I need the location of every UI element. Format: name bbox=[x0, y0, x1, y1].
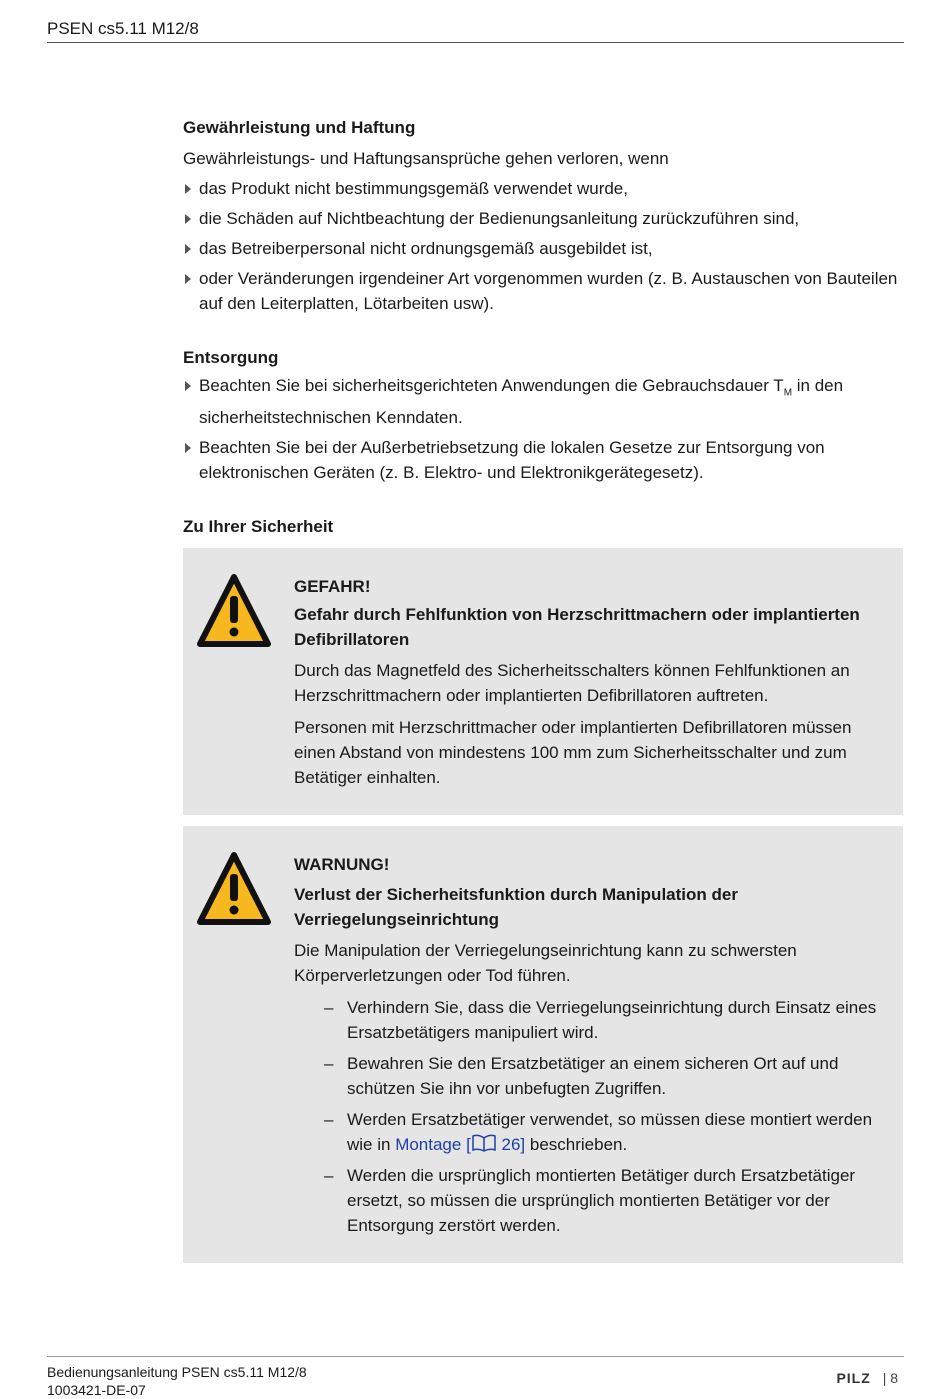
document-title: PSEN cs5.11 M12/8 bbox=[47, 19, 199, 38]
warning-triangle-icon bbox=[196, 572, 272, 650]
warning-box bbox=[183, 826, 903, 1263]
warning-triangle-icon bbox=[196, 850, 272, 928]
footer-right bbox=[836, 1369, 898, 1387]
warning-label: WARNUNG! bbox=[294, 855, 390, 875]
safety-heading: Zu Ihrer Sicherheit bbox=[183, 517, 334, 537]
danger-content bbox=[294, 574, 894, 790]
list-item bbox=[183, 373, 903, 430]
disposal-heading: Entsorgung bbox=[183, 348, 279, 367]
page-header bbox=[47, 19, 904, 43]
list-item: das Produkt nicht bestimmungsgemäß verwendet wurde, bbox=[183, 176, 903, 201]
warranty-intro: Gewährleistungs- und Haftungsansprüche gehen verloren, wenn bbox=[183, 149, 669, 168]
footer-doc-number: 1003421-DE-07 bbox=[47, 1382, 146, 1398]
pilz-logo: PILZ bbox=[836, 1370, 871, 1386]
footer-manual-title: Bedienungsanleitung PSEN cs5.11 M12/8 bbox=[47, 1364, 307, 1380]
danger-title: Gefahr durch Fehlfunktion von Herzschrittmachern oder implantierten Defibrillatoren bbox=[294, 605, 860, 650]
montage-link[interactable] bbox=[395, 1135, 525, 1154]
page-number: | 8 bbox=[882, 1370, 898, 1386]
danger-paragraph: Personen mit Herzschrittmacher oder implantierten Defibrillatoren müssen einen Abstand von mindestens 100 mm zum Sicherheitsschalter und zum Betätiger einhalten. bbox=[294, 718, 852, 788]
danger-paragraph: Durch das Magnetfeld des Sicherheitsschalters können Fehlfunktionen an Herzschrittmachern oder implantierten Defibrillatoren auftreten. bbox=[294, 661, 850, 706]
link-text: Montage [ bbox=[395, 1135, 471, 1155]
warning-paragraph: Die Manipulation der Verriegelungseinrichtung kann zu schwersten Körperverletzungen oder Tod führen. bbox=[294, 941, 797, 986]
list-item-text: in den sicherheitstechnischen Kenndaten. bbox=[199, 376, 844, 428]
danger-label: GEFAHR! bbox=[294, 577, 371, 597]
warning-list bbox=[294, 995, 894, 1238]
list-item-text: Werden Ersatzbetätiger verwendet, so müssen diese montiert werden wie in bbox=[347, 1110, 873, 1155]
list-item: – Werden die ursprünglich montierten Betätiger durch Ersatzbetätiger ersetzt, so müssen die ursprünglich montierten Betätiger vor der Entsorgung zerstört werden. bbox=[294, 1163, 894, 1238]
list-item: die Schäden auf Nichtbeachtung der Bedienungsanleitung zurückzuführen sind, bbox=[183, 206, 903, 231]
page-content bbox=[183, 116, 903, 1263]
list-item: – Bewahren Sie den Ersatzbetätiger an einem sicheren Ort auf und schützen Sie ihn vor unbefugten Zugriffen. bbox=[294, 1051, 894, 1101]
list-item-text: Beachten Sie bei sicherheitsgerichteten Anwendungen die Gebrauchsdauer T bbox=[199, 376, 784, 395]
warranty-heading: Gewährleistung und Haftung bbox=[183, 118, 416, 137]
warning-title: Verlust der Sicherheitsfunktion durch Manipulation der Verriegelungseinrichtung bbox=[294, 885, 738, 930]
warranty-section bbox=[183, 116, 903, 316]
footer-left bbox=[47, 1363, 307, 1399]
list-item bbox=[294, 1107, 894, 1157]
list-item: oder Veränderungen irgendeiner Art vorgenommen wurden (z. B. Austauschen von Bauteilen auf den Leiterplatten, Lötarbeiten usw). bbox=[183, 266, 903, 316]
disposal-list bbox=[183, 373, 903, 485]
list-item-text: beschrieben. bbox=[525, 1135, 628, 1155]
warranty-list bbox=[183, 176, 903, 316]
book-icon bbox=[471, 1134, 497, 1152]
list-item: – Verhindern Sie, dass die Verriegelungseinrichtung durch Einsatz eines Ersatzbetätigers manipuliert wird. bbox=[294, 995, 894, 1045]
page-footer bbox=[47, 1356, 904, 1397]
disposal-section bbox=[183, 346, 903, 485]
list-item: Beachten Sie bei der Außerbetriebsetzung die lokalen Gesetze zur Entsorgung von elektronischen Geräten (z. B. Elektro- und Elektronikgerätegesetz). bbox=[183, 435, 903, 485]
warning-content bbox=[294, 852, 894, 1238]
list-item: das Betreiberpersonal nicht ordnungsgemäß ausgebildet ist, bbox=[183, 236, 903, 261]
link-page: 26] bbox=[496, 1135, 526, 1155]
subscript: M bbox=[783, 387, 793, 399]
danger-box bbox=[183, 548, 903, 815]
safety-section bbox=[183, 515, 903, 1263]
